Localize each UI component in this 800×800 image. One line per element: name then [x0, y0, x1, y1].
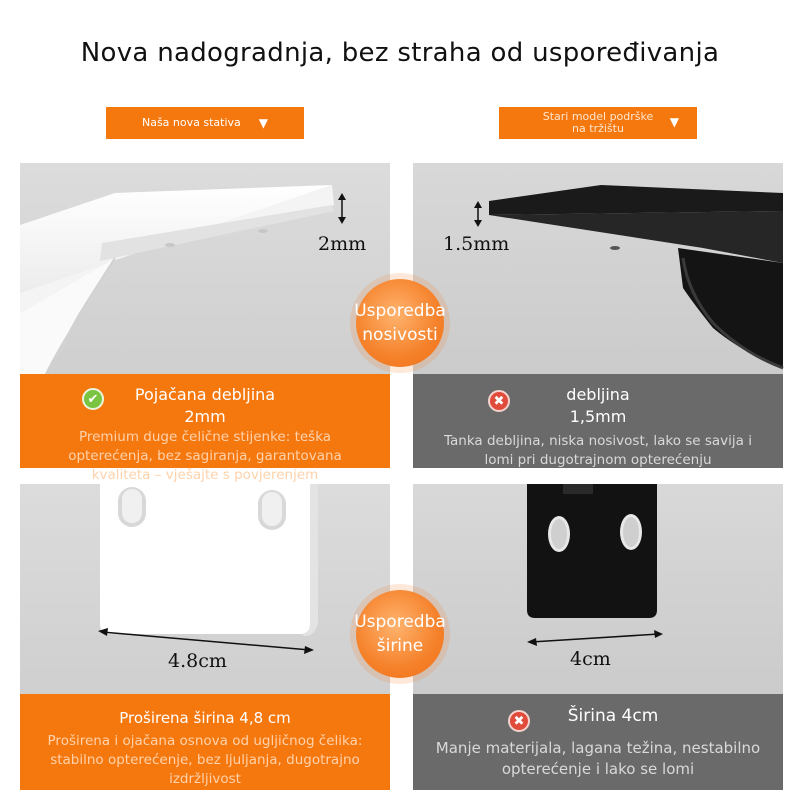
thickness-measurement: 2mm: [318, 233, 367, 255]
screw-hole: [165, 243, 175, 247]
panel-our-thickness: [20, 163, 390, 483]
triangle-down-icon: ▼: [258, 116, 269, 130]
info-title-line2: 2mm: [184, 407, 226, 426]
tag-market-model: [499, 107, 697, 139]
bracket-plate: [527, 484, 657, 618]
black-bracket-drawing: [413, 163, 783, 374]
panel-our-width: [20, 484, 390, 790]
info-title-line2: 1,5mm: [569, 407, 627, 426]
width-arrow-line: [531, 634, 659, 642]
panel-market-thickness: [413, 163, 783, 468]
mounting-slot-inner: [122, 489, 142, 523]
black-bracket-side-image: [413, 163, 783, 374]
info-title: Proširena širina 4,8 cm: [119, 709, 291, 727]
x-mark-icon: ✖: [508, 710, 530, 732]
tag-market-model-label: Stari model podrške na tržištu: [542, 110, 654, 135]
badge-width-comparison: Usporedba širine: [356, 590, 444, 678]
arrow-left-head: [527, 638, 537, 646]
width-arrow-line: [102, 632, 310, 650]
x-mark-icon: ✖: [488, 390, 510, 412]
info-description: Proširena i ojačana osnova od ugljičnog čelika: stabilno opterećenje, bez ljuljanja, dugotrajno izdržljivost: [47, 733, 363, 787]
screw-hole: [610, 246, 620, 250]
arrow-right-head: [304, 646, 314, 654]
info-our-width: [20, 694, 390, 790]
triangle-down-icon: ▼: [669, 115, 679, 129]
arrow-up-head: [474, 201, 482, 208]
mounting-slot-inner: [262, 492, 282, 526]
info-market-thickness: [413, 374, 783, 468]
mounting-slot-inner: [551, 519, 567, 549]
arrow-down-head: [474, 220, 482, 227]
info-title: Širina 4cm: [567, 706, 659, 726]
width-measurement: 4cm: [570, 648, 611, 670]
black-bracket-front-image: [413, 484, 783, 694]
bracket-top-plate: [489, 211, 783, 263]
info-title-line1: Pojačana debljina: [134, 385, 276, 404]
thickness-measurement: 1.5mm: [443, 233, 510, 255]
arrow-up-head: [338, 193, 346, 200]
badge-load-comparison: Usporedba nosivosti: [356, 279, 444, 367]
info-description: Manje materijala, lagana težina, nestabilno opterećenje i lako se lomi: [435, 739, 761, 778]
bracket-vertical-arm: [678, 248, 783, 368]
white-bracket-drawing: [20, 163, 390, 374]
info-description: Premium duge čelične stijenke: teška opterećenja, bez sagiranja, garantovana kvaliteta – vješajte s povjerenjem: [68, 429, 342, 483]
check-icon: ✔: [82, 388, 104, 410]
mounting-slot-inner: [623, 517, 639, 547]
tag-our-stand: [106, 107, 304, 139]
panel-market-width: [413, 484, 783, 790]
info-title-line1: debljina: [566, 385, 630, 404]
white-bracket-front-image: [20, 484, 390, 694]
info-description: Tanka debljina, niska nosivost, lako se savija i lomi pri dugotrajnom opterećenju: [444, 433, 752, 468]
info-our-thickness: [20, 374, 390, 483]
arrow-down-head: [338, 217, 346, 224]
white-bracket-side-image: [20, 163, 390, 374]
info-market-width: [413, 694, 783, 790]
bracket-top-surface: [489, 185, 783, 215]
screw-hole: [258, 229, 268, 233]
tag-our-stand-label: Naša nova stativa: [141, 116, 241, 129]
width-measurement: 4.8cm: [168, 650, 227, 672]
arrow-right-head: [654, 630, 663, 638]
bracket-top-fold: [563, 484, 593, 494]
page-headline: Nova nadogradnja, bez straha od uspoređivanja: [80, 38, 720, 68]
